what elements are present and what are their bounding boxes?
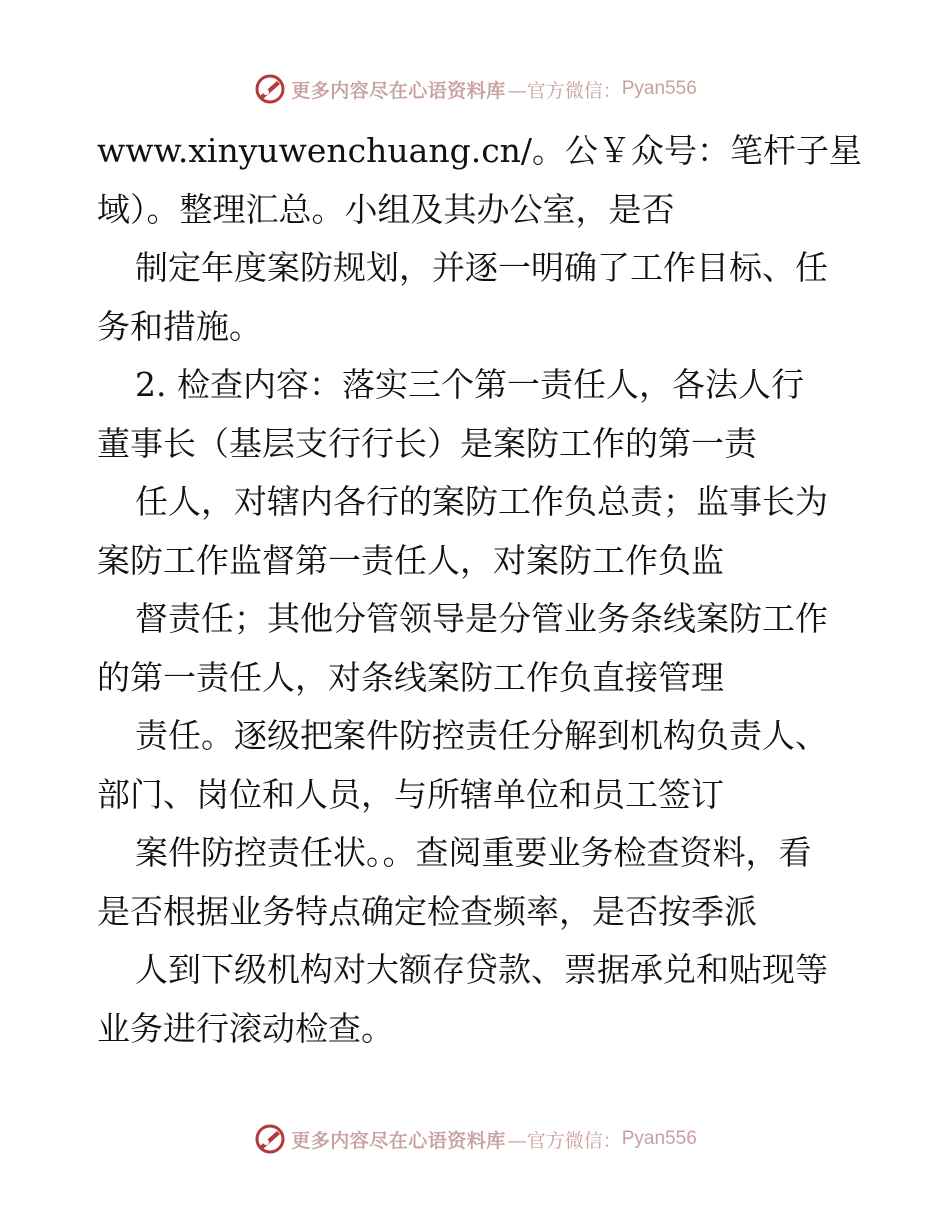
text-line: 制定年度案防规划，并逐一明确了工作目标、任 — [135, 248, 828, 287]
text-line: www.xinyuwenchuang.cn/。公￥众号：笔杆子星 — [97, 131, 863, 170]
document-body — [97, 122, 867, 1058]
header-watermark-banner — [0, 69, 950, 109]
banner-brand-text: 更多内容尽在心语资料库 — [291, 79, 506, 102]
text-line: 责任。逐级把案件防控责任分解到机构负责人、 — [135, 716, 828, 755]
banner-contact-id: Pyan556 — [621, 78, 697, 99]
footer-watermark-banner — [0, 1119, 950, 1159]
text-line: 人到下级机构对大额存贷款、票据承兑和贴现等 — [135, 950, 828, 989]
text-line: 任人，对辖内各行的案防工作负总责；监事长为 — [135, 482, 828, 521]
text-line: 域）。整理汇总。小组及其办公室，是否 — [97, 189, 675, 229]
text-line: 案防工作监督第一责任人，对案防工作负监 — [97, 540, 724, 580]
text-line: 部门、岗位和人员，与所辖单位和员工签订 — [97, 774, 724, 814]
text-line: 是否根据业务特点确定检查频率，是否按季派 — [97, 891, 757, 931]
text-line: 务和措施。 — [97, 306, 262, 346]
text-line: 案件防控责任状。。查阅重要业务检查资料，看 — [135, 833, 812, 872]
banner-contact-id: Pyan556 — [621, 1128, 697, 1149]
banner-contact-label: —官方微信： — [507, 1129, 622, 1152]
brand-logo-icon — [253, 1122, 287, 1156]
brand-logo-icon — [253, 72, 287, 106]
banner-contact-label: —官方微信： — [507, 79, 622, 102]
text-line: 2. 检查内容：落实三个第一责任人，各法人行 — [135, 365, 804, 404]
text-line: 督责任；其他分管领导是分管业务条线案防工作 — [135, 599, 828, 638]
banner-brand-text: 更多内容尽在心语资料库 — [291, 1129, 506, 1152]
text-line: 董事长（基层支行行长）是案防工作的第一责 — [97, 423, 757, 463]
text-line: 业务进行滚动检查。 — [97, 1008, 394, 1048]
text-line: 的第一责任人，对条线案防工作负直接管理 — [97, 657, 724, 697]
